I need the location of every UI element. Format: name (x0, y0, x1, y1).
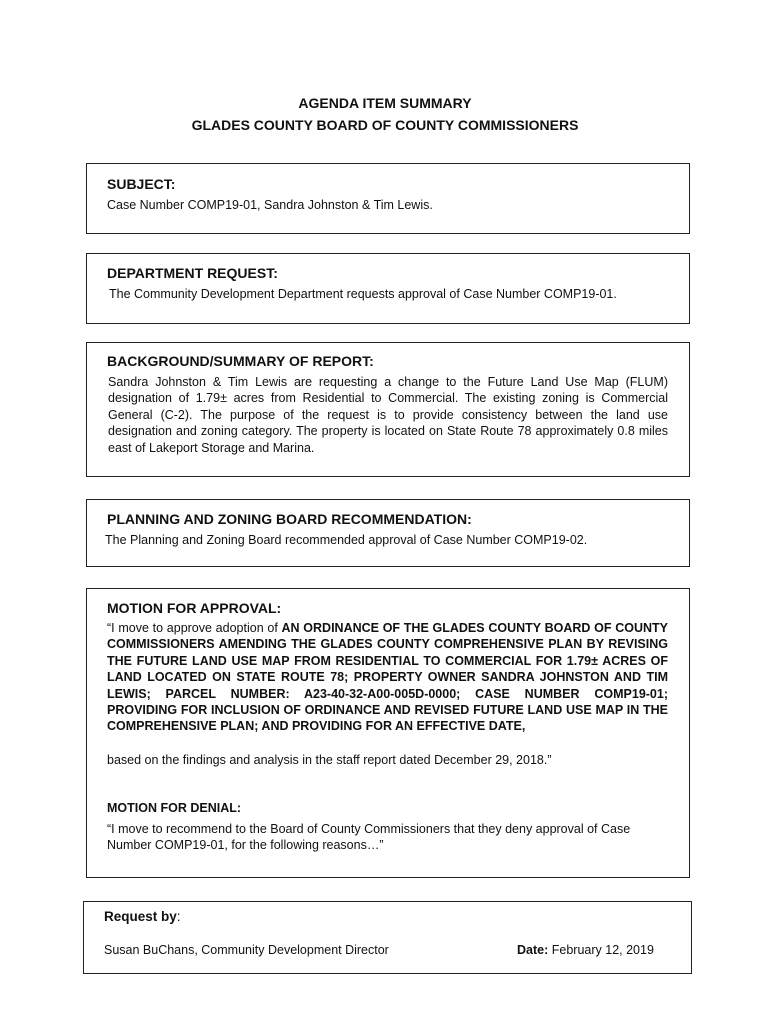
ordinance-title: AN ORDINANCE OF THE GLADES COUNTY BOARD OF COUNTY COMMISSIONERS AMENDING THE GLADES COUNTY COMPREHENSIVE PLAN BY REVISING THE FUTURE LAND USE MAP FROM RESIDENTIAL TO COMMERCIAL FOR 1.79± ACRES OF LAND LOCATED ON STATE ROUTE 78; PROPERTY OWNER SANDRA JOHNSTON AND TIM LEWIS; PARCEL NUMBER: A23-40-32-A00-005D-0000; CASE NUMBER COMP19-01; PROVIDING FOR INCLUSION OF ORDINANCE AND REVISED FUTURE LAND USE MAP IN THE COMPREHENSIVE PLAN; AND PROVIDING FOR AN EFFECTIVE DATE, (107, 621, 668, 734)
planning-zoning-section (86, 499, 690, 567)
subject-heading: SUBJECT: (107, 176, 176, 192)
motion-denial-heading: MOTION FOR DENIAL: (107, 801, 242, 815)
motion-section (86, 588, 690, 878)
motion-approval-closing: based on the findings and analysis in the staff report dated December 29, 2018.” (107, 753, 552, 767)
planning-zoning-text: The Planning and Zoning Board recommended approval of Case Number COMP19-02. (105, 533, 588, 547)
request-by-section (83, 901, 692, 974)
subject-section (86, 163, 690, 234)
department-request-section (86, 253, 690, 324)
planning-zoning-heading: PLANNING AND ZONING BOARD RECOMMENDATION: (107, 511, 472, 527)
background-section (86, 342, 690, 477)
request-by-label: Request by: (104, 909, 181, 924)
date-value: February 12, 2019 (551, 943, 654, 957)
subject-text: Case Number COMP19-01, Sandra Johnston & Tim Lewis. (107, 198, 433, 212)
date-label: Date: (517, 943, 549, 957)
document-subtitle: GLADES COUNTY BOARD OF COUNTY COMMISSIONERS (191, 117, 579, 133)
motion-denial-text: “I move to recommend to the Board of County Commissioners that they deny approval of Case Number COMP19-01, for the following reasons…” (107, 822, 631, 853)
motion-approval-heading: MOTION FOR APPROVAL: (107, 600, 282, 616)
background-text: Sandra Johnston & Tim Lewis are requesting a change to the Future Land Use Map (FLUM) designation of 1.79± acres from Residential to Commercial. The existing zoning is Commercial General (C-2). The purpose of the request is to provide consistency between the land use designation and zoning category. The property is located on State Route 78 approximately 0.8 miles east of Lakeport Storage and Marina. (108, 375, 668, 455)
background-heading: BACKGROUND/SUMMARY OF REPORT: (107, 353, 374, 369)
requester-name: Susan BuChans, Community Development Director (104, 943, 389, 957)
document-title: AGENDA ITEM SUMMARY (298, 95, 472, 111)
request-date (517, 942, 654, 958)
motion-intro: “I move to approve adoption of (107, 621, 282, 635)
motion-approval-text (107, 620, 668, 735)
department-request-text: The Community Development Department requests approval of Case Number COMP19-01. (109, 287, 617, 301)
department-request-heading: DEPARTMENT REQUEST: (107, 265, 278, 281)
